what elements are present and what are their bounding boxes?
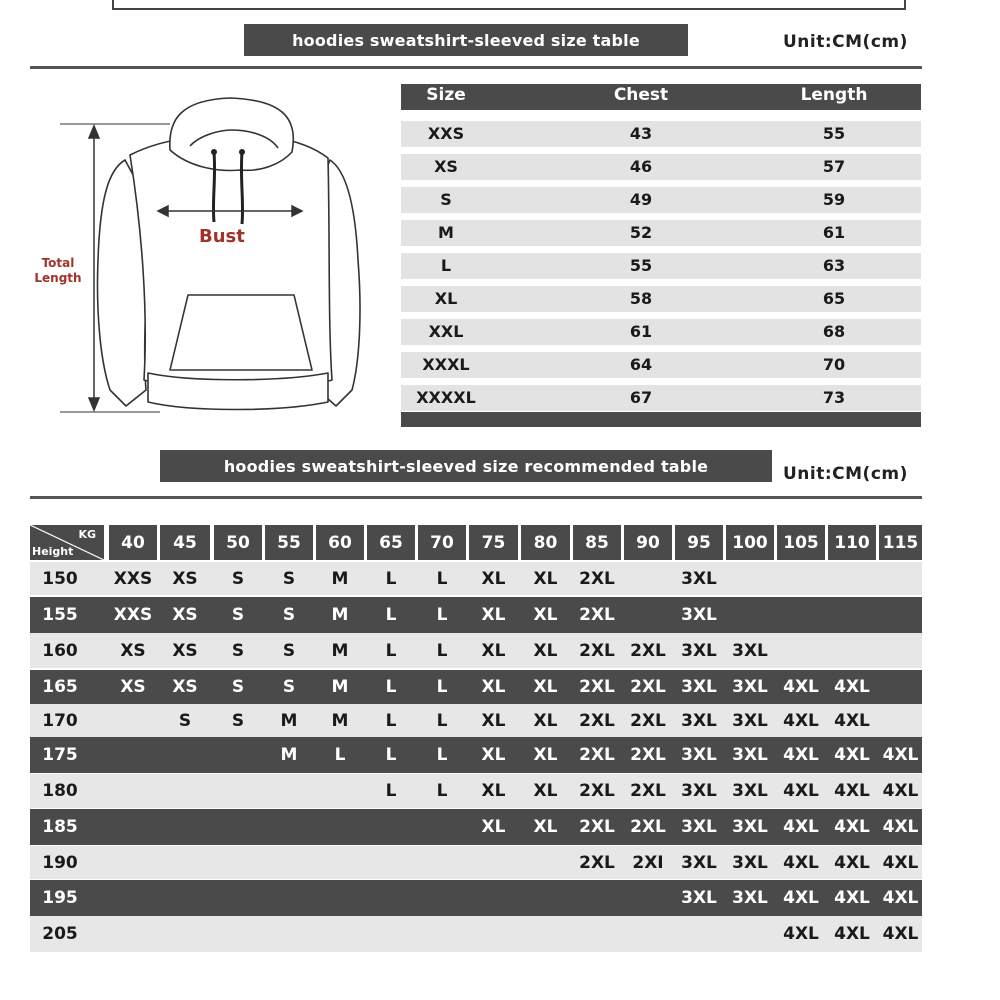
size-recommend-cell: 4XL: [783, 888, 819, 908]
size-recommend-cell: 3XL: [732, 710, 768, 731]
height-cell: 160: [42, 640, 78, 661]
size-recommend-cell: XS: [120, 677, 146, 697]
size-recommend-cell: 2XL: [579, 640, 615, 661]
height-cell: 190: [42, 852, 78, 873]
weight-header-cell: 115: [879, 525, 922, 560]
size-recommend-cell: L: [436, 640, 448, 661]
height-cell: 195: [42, 888, 78, 908]
chest-cell: 64: [629, 355, 653, 374]
size-recommend-cell: 3XL: [732, 677, 768, 697]
header-length: Length: [800, 85, 868, 105]
size-table-unit: Unit:CM(cm): [783, 32, 908, 52]
size-recommend-cell: XL: [533, 568, 558, 589]
size-recommend-cell: M: [331, 677, 349, 697]
weight-header-cell: 95: [675, 525, 723, 560]
size-recommend-cell: XL: [533, 710, 558, 731]
size-row: [401, 286, 921, 312]
divider: [30, 496, 922, 499]
size-recommend-cell: XL: [481, 568, 506, 589]
size-recommend-cell: L: [436, 745, 448, 765]
recommend-row: [30, 633, 922, 668]
chest-cell: 46: [629, 157, 653, 176]
chest-cell: 55: [629, 256, 653, 275]
size-recommend-cell: S: [282, 568, 296, 589]
weight-header-cell: 40: [109, 525, 157, 560]
size-recommend-cell: S: [282, 640, 296, 661]
size-recommend-cell: 3XL: [732, 640, 768, 661]
size-cell: L: [440, 256, 452, 275]
size-recommend-cell: L: [436, 568, 448, 589]
size-recommend-cell: M: [331, 710, 349, 731]
size-recommend-cell: L: [436, 605, 448, 625]
size-recommend-cell: 2XL: [579, 745, 615, 765]
total-length-line2: Length: [34, 271, 82, 285]
length-cell: 65: [822, 289, 846, 308]
size-recommend-cell: 2XL: [630, 781, 666, 801]
size-cell: XL: [434, 289, 458, 308]
weight-header-cell: 80: [521, 525, 570, 560]
size-recommend-cell: 4XL: [882, 852, 919, 873]
size-recommend-cell: 4XL: [834, 888, 870, 908]
size-recommend-cell: XL: [533, 640, 558, 661]
size-recommend-cell: 2XL: [579, 817, 615, 837]
size-recommend-cell: 2XL: [630, 710, 666, 731]
size-cell: XS: [434, 157, 458, 176]
total-length-label: [30, 256, 86, 286]
recommend-row: [30, 670, 922, 704]
size-recommend-cell: XL: [481, 677, 506, 697]
size-recommend-cell: XS: [172, 605, 198, 625]
size-recommend-cell: L: [385, 745, 397, 765]
size-recommend-cell: 4XL: [783, 817, 819, 837]
size-recommend-cell: 3XL: [681, 781, 717, 801]
size-recommend-cell: 2XL: [579, 781, 615, 801]
size-recommend-cell: L: [385, 605, 397, 625]
size-recommend-cell: 3XL: [681, 640, 717, 661]
size-recommend-cell: XL: [481, 710, 506, 731]
size-table-title: hoodies sweatshirt-sleeved size table: [244, 24, 688, 56]
top-frame: [112, 0, 906, 10]
size-recommend-cell: L: [334, 745, 346, 765]
size-recommend-cell: 4XL: [834, 781, 870, 801]
height-cell: 165: [42, 677, 78, 697]
height-cell: 150: [42, 568, 78, 589]
size-recommend-cell: 3XL: [681, 710, 717, 731]
weight-header-cell: 45: [160, 525, 210, 560]
size-recommend-cell: 4XL: [834, 924, 870, 944]
size-row: [401, 187, 921, 213]
size-recommend-cell: L: [436, 677, 448, 697]
size-recommend-cell: 4XL: [882, 924, 919, 944]
size-recommend-cell: 2XL: [579, 568, 615, 589]
size-row: [401, 121, 921, 147]
corner-kg: KG: [78, 528, 96, 541]
weight-header-cell: 65: [367, 525, 415, 560]
height-cell: 205: [42, 924, 78, 944]
hoodie-diagram: [30, 90, 380, 420]
recommend-row: [30, 809, 922, 845]
size-recommend-cell: S: [231, 677, 245, 697]
size-recommend-cell: M: [331, 640, 349, 661]
chest-cell: 61: [629, 322, 653, 341]
size-table-footer: [401, 412, 921, 427]
size-recommend-cell: S: [231, 640, 245, 661]
size-recommend-cell: L: [385, 640, 397, 661]
size-recommend-cell: XXS: [113, 568, 153, 589]
height-cell: 170: [42, 710, 78, 731]
size-recommend-cell: L: [385, 781, 397, 801]
size-recommend-cell: XS: [120, 640, 146, 661]
size-recommend-cell: S: [231, 605, 245, 625]
size-recommend-cell: 4XL: [834, 677, 870, 697]
weight-header-cell: 55: [265, 525, 313, 560]
size-recommend-cell: 4XL: [834, 745, 870, 765]
size-cell: XXS: [427, 124, 465, 143]
chest-cell: 58: [629, 289, 653, 308]
size-recommend-cell: 3XL: [681, 888, 717, 908]
total-length-line1: Total: [41, 256, 75, 270]
weight-header-cell: 100: [726, 525, 774, 560]
size-recommend-cell: XS: [172, 640, 198, 661]
size-recommend-cell: 3XL: [681, 817, 717, 837]
height-cell: 185: [42, 817, 78, 837]
size-recommend-cell: M: [331, 605, 349, 625]
size-table-header: [401, 84, 921, 110]
size-row: [401, 385, 921, 411]
size-recommend-cell: 3XL: [681, 568, 717, 589]
size-recommend-cell: 3XL: [681, 605, 717, 625]
size-recommend-cell: 2XL: [630, 745, 666, 765]
weight-header-cell: 105: [777, 525, 825, 560]
size-recommend-cell: 2XL: [630, 677, 666, 697]
recommend-row: [30, 880, 922, 916]
size-recommend-cell: XL: [533, 745, 558, 765]
size-recommend-cell: 4XL: [834, 710, 870, 731]
size-recommend-cell: 4XL: [783, 677, 819, 697]
size-recommend-cell: XL: [481, 605, 506, 625]
size-cell: M: [438, 223, 454, 242]
size-recommend-cell: 2XL: [579, 710, 615, 731]
size-recommend-cell: XL: [481, 745, 506, 765]
length-cell: 70: [822, 355, 846, 374]
size-recommend-cell: L: [436, 781, 448, 801]
weight-header-cell: 90: [624, 525, 672, 560]
size-recommend-cell: XS: [172, 677, 198, 697]
size-row: [401, 253, 921, 279]
size-recommend-cell: XL: [533, 781, 558, 801]
size-recommend-cell: M: [280, 710, 298, 731]
size-row: [401, 352, 921, 378]
length-cell: 57: [822, 157, 846, 176]
recommend-row: [30, 737, 922, 773]
size-row: [401, 220, 921, 246]
size-row: [401, 154, 921, 180]
size-recommend-cell: 4XL: [834, 852, 870, 873]
size-recommend-cell: XL: [533, 817, 558, 837]
size-recommend-cell: S: [231, 568, 245, 589]
size-recommend-cell: 4XL: [783, 781, 819, 801]
size-recommend-cell: 4XL: [882, 745, 919, 765]
size-recommend-cell: 4XL: [882, 888, 919, 908]
size-recommend-cell: XL: [481, 781, 506, 801]
size-recommend-cell: S: [282, 677, 296, 697]
recommend-row: [30, 916, 922, 952]
size-recommend-cell: 2XL: [630, 817, 666, 837]
size-recommend-cell: 3XL: [732, 781, 768, 801]
length-cell: 59: [822, 190, 846, 209]
recommend-row: [30, 704, 922, 737]
size-recommend-cell: S: [178, 710, 192, 731]
length-cell: 73: [822, 388, 846, 407]
size-recommend-cell: 4XL: [882, 781, 919, 801]
height-cell: 155: [42, 605, 78, 625]
recommend-table-title: hoodies sweatshirt-sleeved size recommended table: [160, 450, 772, 482]
size-cell: XXXL: [422, 355, 470, 374]
size-recommend-cell: 3XL: [732, 817, 768, 837]
chest-cell: 49: [629, 190, 653, 209]
recommend-row: [30, 562, 922, 595]
header-chest: Chest: [613, 85, 669, 105]
size-recommend-cell: 2XL: [579, 852, 615, 873]
size-recommend-cell: XL: [481, 817, 506, 837]
size-recommend-cell: XL: [481, 640, 506, 661]
size-recommend-cell: XL: [533, 677, 558, 697]
size-recommend-cell: M: [331, 568, 349, 589]
length-cell: 55: [822, 124, 846, 143]
weight-header-cell: 50: [214, 525, 262, 560]
size-recommend-cell: 2XL: [579, 605, 615, 625]
chest-cell: 52: [629, 223, 653, 242]
size-recommend-cell: 3XL: [681, 677, 717, 697]
weight-header-cell: 75: [469, 525, 518, 560]
weight-header-cell: 70: [418, 525, 466, 560]
chest-cell: 43: [629, 124, 653, 143]
size-recommend-cell: XXS: [113, 605, 153, 625]
size-recommend-cell: S: [231, 710, 245, 731]
size-recommend-cell: M: [280, 745, 298, 765]
height-cell: 180: [42, 781, 78, 801]
length-cell: 61: [822, 223, 846, 242]
size-recommend-cell: XL: [533, 605, 558, 625]
size-recommend-cell: 2XL: [630, 640, 666, 661]
size-recommend-cell: 4XL: [783, 924, 819, 944]
corner-height: Height: [32, 545, 74, 558]
size-recommend-cell: 3XL: [681, 745, 717, 765]
size-cell: XXXXL: [416, 388, 476, 407]
length-cell: 63: [822, 256, 846, 275]
size-recommend-cell: 4XL: [783, 710, 819, 731]
size-cell: S: [440, 190, 452, 209]
size-recommend-cell: L: [385, 677, 397, 697]
recommend-row: [30, 846, 922, 879]
weight-header-cell: 85: [573, 525, 621, 560]
size-recommend-cell: 2XI: [632, 852, 664, 873]
size-recommend-cell: 3XL: [681, 852, 717, 873]
corner-cell: [30, 525, 104, 560]
size-recommend-cell: 4XL: [783, 745, 819, 765]
weight-header-cell: 60: [316, 525, 364, 560]
size-recommend-cell: 4XL: [834, 817, 870, 837]
size-recommend-cell: 3XL: [732, 888, 768, 908]
height-cell: 175: [42, 745, 78, 765]
bust-label: Bust: [199, 226, 245, 247]
chest-cell: 67: [629, 388, 653, 407]
size-recommend-cell: 3XL: [732, 745, 768, 765]
length-cell: 68: [822, 322, 846, 341]
recommend-row: [30, 774, 922, 808]
size-recommend-cell: 4XL: [783, 852, 819, 873]
recommend-row: [30, 597, 922, 633]
divider: [30, 66, 922, 69]
size-recommend-cell: 3XL: [732, 852, 768, 873]
size-row: [401, 319, 921, 345]
size-recommend-cell: L: [385, 568, 397, 589]
recommend-table-unit: Unit:CM(cm): [783, 464, 908, 484]
size-recommend-cell: 4XL: [882, 817, 919, 837]
size-recommend-cell: XS: [172, 568, 198, 589]
header-size: Size: [426, 85, 466, 105]
weight-header-cell: 110: [828, 525, 876, 560]
size-recommend-cell: 2XL: [579, 677, 615, 697]
size-recommend-cell: L: [436, 710, 448, 731]
size-recommend-cell: L: [385, 710, 397, 731]
size-recommend-cell: S: [282, 605, 296, 625]
size-cell: XXL: [428, 322, 464, 341]
